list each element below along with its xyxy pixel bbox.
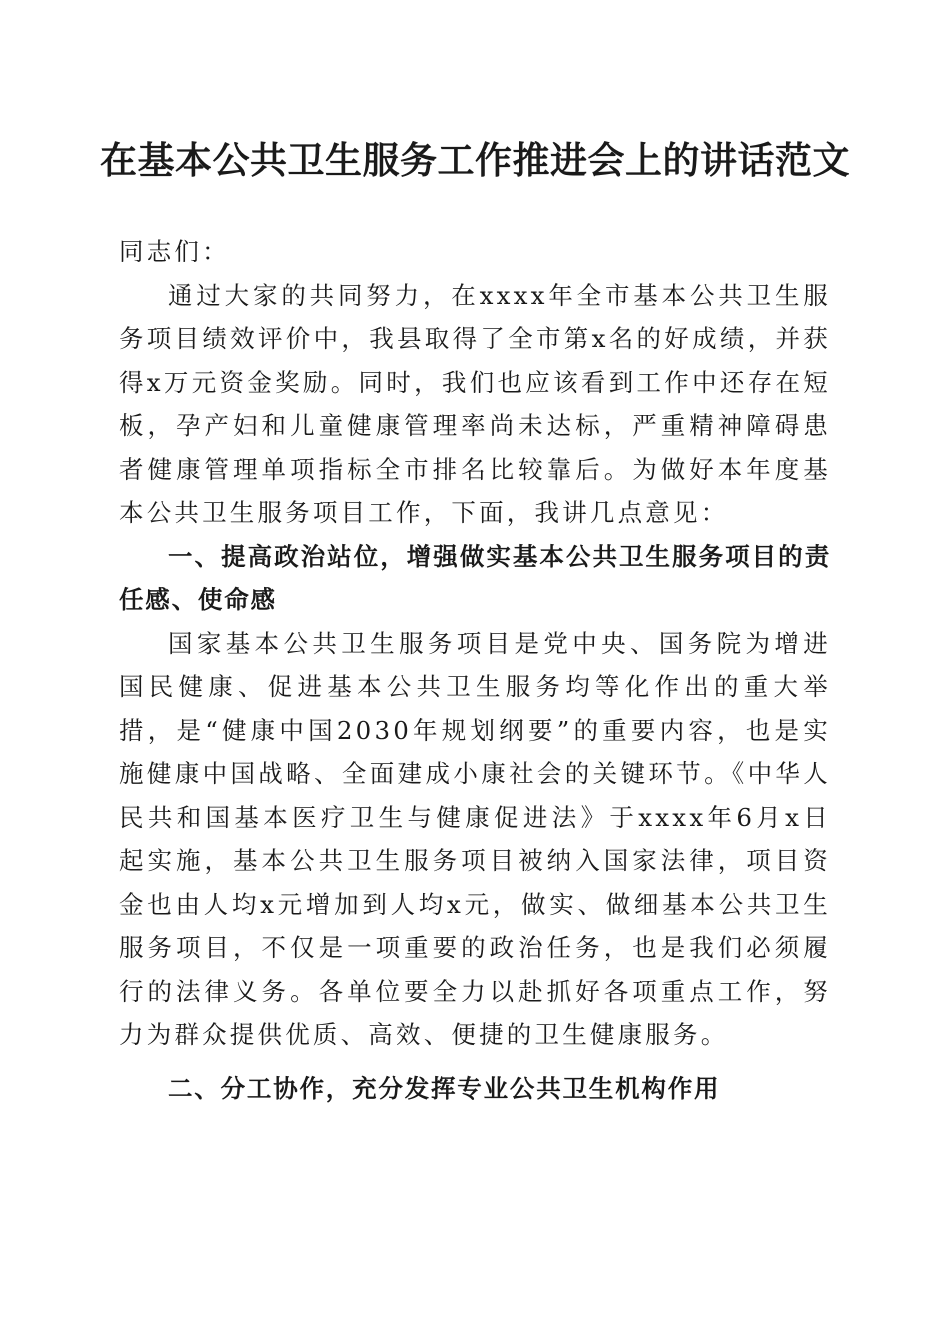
salutation: 同志们：	[119, 237, 230, 266]
intro-paragraph: 通过大家的共同努力，在xxxx年全市基本公共卫生服务项目绩效评价中，我县取得了全市第x名的好成绩，并获得x万元资金奖励。同时，我们也应该看到工作中还存在短板，孕产妇和儿童健康管理率尚未达标，严重精神障碍患者健康管理单项指标全市排名比较靠后。为做好本年度基本公共卫生服务项目工作，下面，我讲几点意见：	[119, 280, 831, 527]
section-2-heading: 二、分工协作，充分发挥专业公共卫生机构作用	[168, 1073, 721, 1103]
document-body	[119, 230, 831, 1110]
document-title: 在基本公共卫生服务工作推进会上的讲话范文	[100, 138, 850, 182]
section-1-paragraph: 国家基本公共卫生服务项目是党中央、国务院为增进国民健康、促进基本公共卫生服务均等化作出的重大举措，是“健康中国2030年规划纲要”的重要内容，也是实施健康中国战略、全面建成小康社会的关键环节。《中华人民共和国基本医疗卫生与健康促进法》于xxxx年6月x日起实施，基本公共卫生服务项目被纳入国家法律，项目资金也由人均x元增加到人均x元，做实、做细基本公共卫生服务项目，不仅是一项重要的政治任务，也是我们必须履行的法律义务。各单位要全力以赴抓好各项重点工作，努力为群众提供优质、高效、便捷的卫生健康服务。	[119, 628, 831, 1049]
section-1-heading: 一、提高政治站位，增强做实基本公共卫生服务项目的责任感、使命感	[119, 541, 831, 614]
